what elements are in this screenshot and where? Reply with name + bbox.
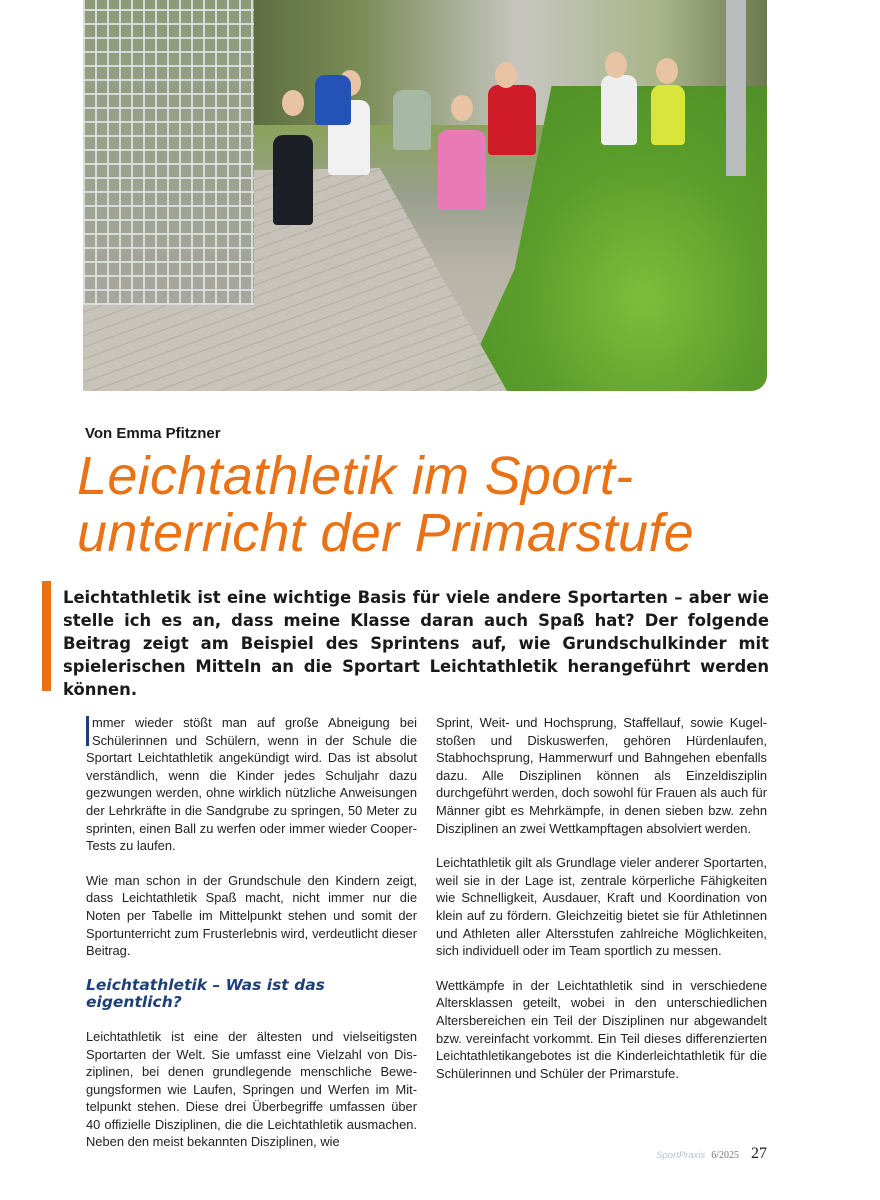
section-heading: Leichtathletik – Was ist das eigentlich? xyxy=(86,975,325,1012)
article-title xyxy=(77,448,694,562)
dropcap-i xyxy=(86,716,89,746)
photo-child xyxy=(651,85,685,145)
photo-child xyxy=(393,90,431,150)
photo-child-head xyxy=(282,90,304,116)
article-title-line-1: Leichtathletik im Sport- xyxy=(77,446,634,506)
article-title-line-2: unterricht der Primarstufe xyxy=(77,503,695,563)
paragraph: Wie man schon in der Grundschule den Kindern zeigt, dass Leichtathletik Spaß macht, nicht immer nur die Noten per Tabelle im Mittelpunkt stehen und somit der Sportunterricht zum Frusterlebnis wird, verdeutlicht dieser Beitrag. xyxy=(86,872,417,959)
paragraph: Sprint, Weit- und Hochsprung, Staffellauf, sowie Kugelstoßen und Diskuswerfen, gehören Hürdenlaufen, Stabhochsprung, Hammerwurf und Bahngehen ebenfalls dazu. Alle Disziplinen können als Einzeldisziplin durchgeführt werden, doch sowohl für Frauen als auch für Männer gibt es Mehrkämpfe, in denen sieben bzw. zehn Disziplinen an zwei Wettkampftagen absolviert werden. xyxy=(436,715,767,836)
lead-accent-bar xyxy=(42,581,51,691)
article-column-right xyxy=(436,714,767,1099)
paragraph xyxy=(86,714,417,855)
photo-child xyxy=(438,130,486,210)
paragraph-text: mmer wieder stößt man auf große Abneigung bei Schülerinnen und Schülern, wenn in der Schule die Sportart Leichtathletik angekündigt wird. Das ist absolut verständlich, wenn die Kinder jedes Schuljahr dazu gezwungen werden, ohne wirklich nützliche Anweisungen der Lehrkräfte in die Sandgrube zu springen, 50 Meter zu sprinten, einen Ball zu werfen oder immer wieder Cooper-Tests zu laufen. xyxy=(86,715,417,854)
photo-child xyxy=(488,85,536,155)
photo-child xyxy=(273,135,313,225)
photo-pole xyxy=(726,0,746,176)
paragraph: Wettkämpfe in der Leichtathletik sind in verschiedene Altersklassen geteilt, wobei in den unterschiedlichen Altersbereichen ein Teil der Disziplinen nur abgewandelt bzw. vereinfacht vorkommt. Ein Teil dieses differenzierten Leichtathletikangebotes ist die Kinderleichtathletik für die Schülerinnen und Schüler der Primarstufe. xyxy=(436,977,767,1081)
photo-child-head xyxy=(656,58,678,84)
header-photo xyxy=(83,0,767,391)
magazine-name: SportPraxis xyxy=(656,1150,706,1161)
photo-child-head xyxy=(451,95,473,121)
article-byline: Von Emma Pfitzner xyxy=(85,425,221,442)
paragraph: Leichtathletik ist eine der ältesten und vielseitigsten Sportarten der Welt. Sie umfasst eine Vielzahl von Disziplinen, bei denen grundlegende menschliche Bewegungsformen wie Laufen, Springen und Werfen im Mittelpunkt stehen. Diese drei Überbegriffe umfassen über 40 offizielle Disziplinen, die die Leichtathletik ausmachen. Neben den meist bekannten Disziplinen, wie xyxy=(86,1028,417,1150)
photo-fence xyxy=(83,0,254,305)
photo-child xyxy=(601,75,637,145)
article-column-left xyxy=(86,714,417,1168)
issue-number: 6/2025 xyxy=(711,1150,739,1161)
photo-child xyxy=(315,75,351,125)
page-footer xyxy=(656,1145,767,1163)
paragraph: Leichtathletik gilt als Grundlage vieler anderer Sportarten, weil sie in der Lage ist, zentrale körperliche Fähigkeiten wie Schnelligkeit, Ausdauer, Kraft und Koordination von klein auf zu fördern. Gleichzeitig bietet sie für Athletinnen und Athleten aller Altersstufen zahlreiche Möglichkeiten, sich individuell oder im Team sportlich zu messen. xyxy=(436,855,767,959)
photo-child-head xyxy=(495,62,517,88)
photo-child-head xyxy=(605,52,627,78)
page-number: 27 xyxy=(751,1145,767,1162)
article-lead: Leichtathletik ist eine wichtige Basis für viele andere Sportarten – aber wie stelle ich es an, dass meine Klasse daran auch Spaß hat? Der folgende Beitrag zeigt am Beispiel des Sprintens auf, wie Grundschulkinder mit spielerischen Mitteln an die Sportart Leichtathletik herangeführt werden können. xyxy=(63,588,769,699)
